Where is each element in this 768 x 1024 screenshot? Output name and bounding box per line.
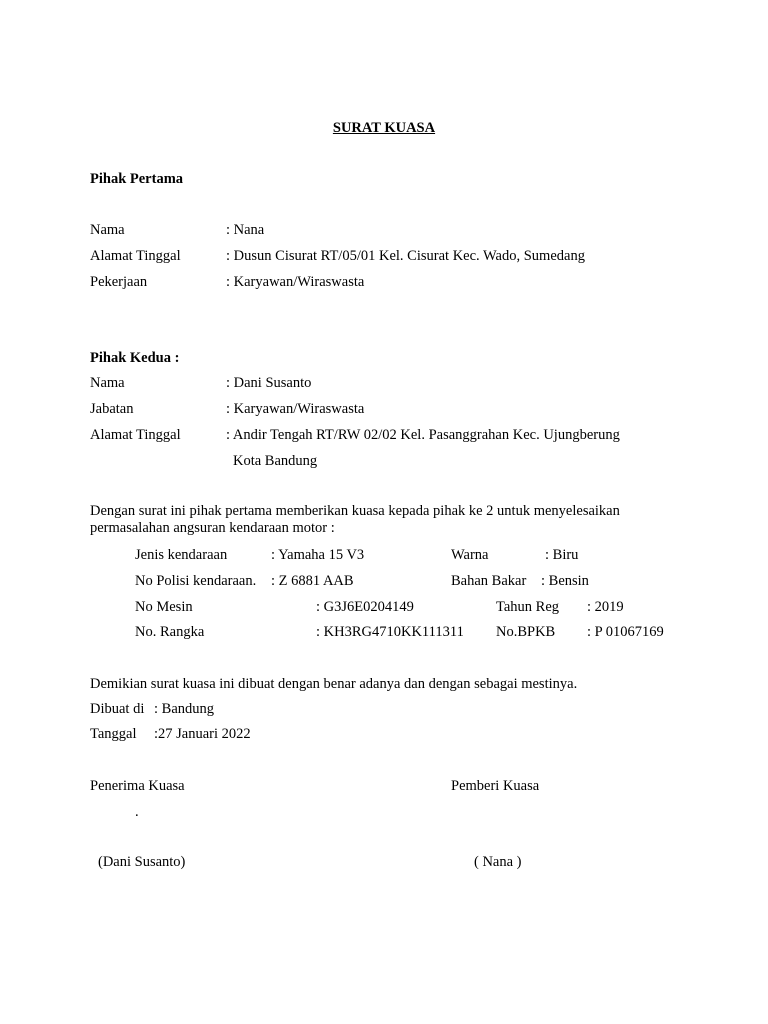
- field-value: : Dani Susanto: [226, 375, 312, 391]
- field-value: : Andir Tengah RT/RW 02/02 Kel. Pasanggrahan Kec. Ujungberung: [226, 427, 620, 443]
- vehicle-value: : P 01067169: [587, 624, 664, 640]
- field-label: Nama: [90, 375, 125, 391]
- vehicle-value: : 2019: [587, 599, 624, 615]
- pemberi-kuasa-label: Pemberi Kuasa: [451, 778, 540, 794]
- signature-dot: .: [135, 804, 139, 820]
- pihak-pertama-heading: Pihak Pertama: [90, 171, 184, 187]
- dibuat-di-value: : Bandung: [154, 701, 215, 717]
- field-label: Alamat Tinggal: [90, 248, 181, 264]
- dibuat-di-label: Dibuat di: [90, 701, 145, 717]
- field-label: Jabatan: [90, 401, 134, 417]
- vehicle-value: : KH3RG4710KK111311: [316, 624, 464, 640]
- tanggal-value: :27 Januari 2022: [154, 726, 251, 742]
- pemberi-name: ( Nana ): [474, 854, 522, 870]
- vehicle-label: Warna: [451, 547, 489, 563]
- document-title: SURAT KUASA: [332, 120, 436, 136]
- vehicle-value: : Z 6881 AAB: [271, 573, 354, 589]
- closing-sentence: Demikian surat kuasa ini dibuat dengan benar adanya dan dengan sebagai mestinya.: [90, 676, 578, 692]
- vehicle-value: : Yamaha 15 V3: [271, 547, 365, 563]
- vehicle-value: : Bensin: [541, 573, 589, 589]
- field-value: : Nana: [226, 222, 265, 238]
- vehicle-label: No.BPKB: [496, 624, 556, 640]
- vehicle-label: No. Rangka: [135, 624, 205, 640]
- pihak-kedua-heading: Pihak Kedua :: [90, 350, 180, 366]
- field-value: : Karyawan/Wiraswasta: [226, 274, 365, 290]
- intro-paragraph: Dengan surat ini pihak pertama memberikan kuasa kepada pihak ke 2 untuk menyelesaikan permasalahan angsuran kendaraan motor :: [90, 503, 620, 536]
- vehicle-value: : G3J6E0204149: [316, 599, 414, 615]
- tanggal-label: Tanggal: [90, 726, 137, 742]
- penerima-name: (Dani Susanto): [98, 854, 186, 870]
- field-label: Alamat Tinggal: [90, 427, 181, 443]
- vehicle-label: No Polisi kendaraan.: [135, 573, 257, 589]
- field-value: : Dusun Cisurat RT/05/01 Kel. Cisurat Kec. Wado, Sumedang: [226, 248, 585, 264]
- vehicle-label: Jenis kendaraan: [135, 547, 228, 563]
- vehicle-value: : Biru: [545, 547, 579, 563]
- vehicle-label: No Mesin: [135, 599, 193, 615]
- field-label: Nama: [90, 222, 125, 238]
- vehicle-label: Tahun Reg: [496, 599, 560, 615]
- field-label: Pekerjaan: [90, 274, 148, 290]
- vehicle-label: Bahan Bakar: [451, 573, 527, 589]
- penerima-kuasa-label: Penerima Kuasa: [90, 778, 185, 794]
- address-continuation: Kota Bandung: [233, 453, 318, 469]
- field-value: : Karyawan/Wiraswasta: [226, 401, 365, 417]
